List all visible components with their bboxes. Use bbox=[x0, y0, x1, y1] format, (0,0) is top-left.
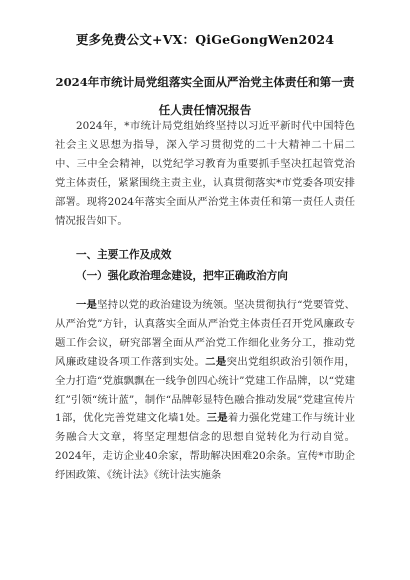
point-text-3: 着力强化党建工作与统计业务融合大文章，将坚定理想信念的思想自觉转化为行动自觉。2024年，走访企业40余家，帮助解决困难20余条。宣传*市助企纾困政策、《统计法》《统计法实施条 bbox=[55, 412, 356, 482]
promo-banner: 更多免费公文+VX：QiGeGongWen2024 bbox=[75, 32, 335, 47]
point-text-2: 突出党组织政治引领作用，全力打造“党旗飘飘在一线争创四心统计”党建工作品牌，以“党建红”引领“统计蓝”，制作“品牌彰显特色融合推动发展”党建宣传片1部，优化完善党建文化墙1处。 bbox=[55, 355, 356, 425]
point-lead-1: 一是 bbox=[76, 299, 98, 311]
document-title: 2024年市统计局党组落实全面从严治党主体责任和第一责任人责任情况报告 bbox=[55, 75, 355, 117]
intro-paragraph: 2024年，*市统计局党组始终坚持以习近平新时代中国特色社会主义思想为指导，深入学习贯彻党的二十大精神二十届二中、三中全会精神，以党纪学习教育为重要抓手坚决扛起管党治党主体责任，紧紧围绕主责主业，认真贯彻落实*市党委各项安排部署。现将2024年落实全面从严治党主体责任和第一责任人责任情况报告如下。 bbox=[55, 120, 355, 227]
point-text-1: 坚持以党的政治建设为统领。坚决贯彻执行“党要管党、从严治党”方针，认真落实全面从严治党主体责任召开党风廉政专题工作会议，研究部署全面从严治党工作细化业务分工，推动党风廉政建设各项工作落到实处。 bbox=[55, 299, 356, 368]
point-lead-2: 二是 bbox=[205, 355, 227, 368]
point-lead-3: 三是 bbox=[206, 412, 228, 425]
section-heading: 一、主要工作及成效 bbox=[76, 249, 172, 261]
subsection-heading: （一）强化政治理念建设，把牢正确政治方向 bbox=[76, 270, 288, 282]
main-paragraph bbox=[55, 296, 355, 485]
